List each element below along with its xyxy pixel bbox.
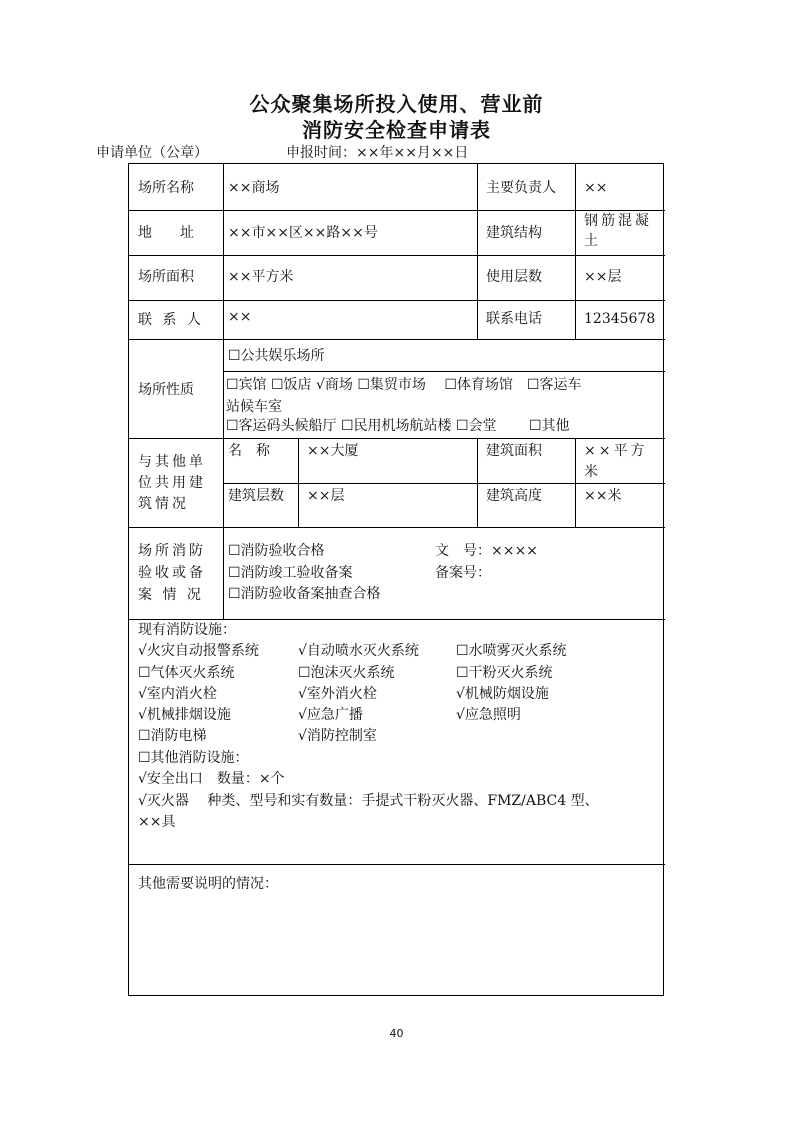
shared-name-value: ××大厦 bbox=[307, 443, 359, 459]
document-number: 文 号：×××× bbox=[435, 543, 538, 559]
area-label: 场所面积 bbox=[138, 269, 194, 285]
acceptance-option-3: ☐消防验收备案抽查合格 bbox=[228, 586, 381, 602]
nature-option-line3: 站候车室 bbox=[226, 399, 282, 415]
nature-option-line2: ☐宾馆 ☐饭店 √商场 ☐集贸市场 ☐体育场馆 ☐客运车 bbox=[226, 377, 582, 393]
facility-item: √机械防烟设施 bbox=[456, 686, 549, 702]
shared-area-label: 建筑面积 bbox=[486, 443, 542, 459]
contact-value: ×× bbox=[228, 309, 252, 325]
nature-option-line1: ☐公共娱乐场所 bbox=[228, 348, 325, 364]
facilities-heading: 现有消防设施： bbox=[138, 622, 236, 638]
shared-building-label-1: 与其他单 bbox=[138, 454, 206, 470]
facility-item: ☐气体灭火系统 bbox=[138, 665, 235, 681]
floors-label: 使用层数 bbox=[486, 269, 542, 285]
application-table bbox=[128, 163, 664, 996]
facility-item: ☐干粉灭火系统 bbox=[456, 665, 553, 681]
shared-area-value-line2: 米 bbox=[584, 464, 598, 480]
other-facilities: ☐其他消防设施： bbox=[138, 750, 249, 766]
safety-exit: √安全出口 数量：×个 bbox=[138, 771, 285, 787]
extinguisher-line1: √灭火器 种类、型号和实有数量：手提式干粉灭火器、FMZ/ABC4 型、 bbox=[138, 793, 599, 809]
shared-area-value-line1: ××平方 bbox=[584, 443, 648, 459]
shared-name-label: 名 称 bbox=[228, 443, 270, 459]
phone-value: 12345678 bbox=[584, 311, 656, 327]
document-subtitle: 消防安全检查申请表 bbox=[302, 118, 491, 142]
contact-label: 联 系 人 bbox=[138, 312, 204, 328]
structure-label: 建筑结构 bbox=[486, 225, 542, 241]
address-label: 地 址 bbox=[138, 225, 194, 241]
shared-floors-label: 建筑层数 bbox=[228, 488, 284, 504]
document-title: 公众聚集场所投入使用、营业前 bbox=[249, 92, 544, 116]
page-number: 40 bbox=[389, 1027, 404, 1040]
facility-item: ☐水喷雾灭火系统 bbox=[456, 643, 567, 659]
facility-item: √机械排烟设施 bbox=[138, 707, 231, 723]
facility-item: √火灾自动报警系统 bbox=[138, 643, 259, 659]
acceptance-label-1: 场所消防 bbox=[138, 543, 206, 559]
venue-nature-label: 场所性质 bbox=[138, 382, 194, 398]
acceptance-option-1: ☐消防验收合格 bbox=[228, 543, 325, 559]
area-value: ××平方米 bbox=[228, 269, 294, 285]
shared-building-label-2: 位共用建 bbox=[138, 475, 206, 491]
facility-item: √消防控制室 bbox=[298, 728, 377, 744]
address-value: ××市××区××路××号 bbox=[228, 225, 378, 241]
shared-floors-value: ××层 bbox=[307, 488, 345, 504]
floors-value: ××层 bbox=[584, 269, 622, 285]
other-notes-label: 其他需要说明的情况： bbox=[138, 876, 278, 892]
facility-item: √应急照明 bbox=[456, 707, 521, 723]
extinguisher-line2: ××具 bbox=[138, 814, 176, 830]
application-date: 申报时间：××年××月××日 bbox=[286, 145, 469, 161]
structure-value-line1: 钢筋混凝 bbox=[584, 213, 652, 229]
facility-item: √自动喷水灭火系统 bbox=[298, 643, 419, 659]
facility-item: √室外消火栓 bbox=[298, 686, 377, 702]
venue-name-label: 场所名称 bbox=[138, 180, 194, 196]
phone-label: 联系电话 bbox=[486, 311, 542, 327]
applicant-unit-label: 申请单位（公章） bbox=[96, 145, 208, 161]
facility-item: √应急广播 bbox=[298, 707, 363, 723]
acceptance-label-2: 验收或备 bbox=[138, 565, 206, 581]
structure-value-line2: 土 bbox=[584, 233, 598, 249]
acceptance-option-2: ☐消防竣工验收备案 bbox=[228, 565, 353, 581]
nature-option-line4: ☐客运码头候船厅 ☐民用机场航站楼 ☐会堂 ☐其他 bbox=[226, 418, 570, 434]
facility-item: ☐泡沫灭火系统 bbox=[298, 665, 395, 681]
acceptance-label-3: 案 情 况 bbox=[138, 587, 204, 603]
manager-value: ×× bbox=[584, 180, 608, 196]
venue-name-value: ××商场 bbox=[228, 180, 280, 196]
facility-item: ☐消防电梯 bbox=[138, 728, 207, 744]
shared-height-label: 建筑高度 bbox=[486, 488, 542, 504]
manager-label: 主要负责人 bbox=[486, 180, 556, 196]
facility-item: √室内消火栓 bbox=[138, 686, 217, 702]
shared-building-label-3: 筑情况 bbox=[138, 496, 189, 512]
record-number-label: 备案号： bbox=[435, 565, 491, 581]
shared-height-value: ××米 bbox=[584, 488, 622, 504]
